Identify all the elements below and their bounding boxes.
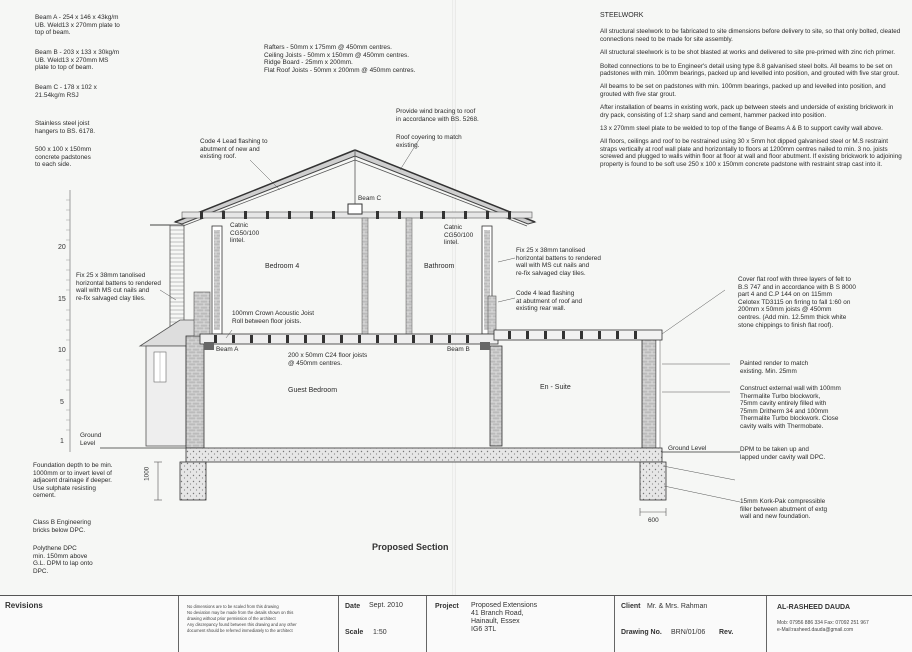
scale-tick-1: 1: [60, 438, 64, 445]
label-en-suite: En - Suite: [540, 384, 571, 391]
label-beam-c: Beam C: [358, 195, 382, 202]
revision-label: Rev.: [719, 629, 734, 636]
firm-cell: [766, 596, 912, 652]
note-lead-flashing-new: Code 4 Lead flashing to abutment of new and existing roof.: [200, 138, 268, 161]
scale-label: Scale: [345, 629, 364, 636]
revisions-label: Revisions: [5, 601, 43, 610]
steelwork-paragraph: All structural steelwork is to be shot blasted at works and delivered to site pre-primed with zinc rich primer.: [600, 49, 896, 57]
steelwork-heading: STEELWORK: [600, 12, 644, 19]
disclaimer-text: No dimensions are to be scaled from this drawing No deviation may be made from the details shown on this drawing without prior permission of the architect Any discrepancy found between this drawing and any other document should be referred immediately to the architect: [187, 604, 297, 633]
note-foundation: Foundation depth to be min. 1000mm or to invert level of adjacent drainage if deeper. Use sulphate resisting cement.: [33, 462, 113, 500]
label-beam-b: Beam B: [447, 346, 470, 353]
note-flat-roof: Cover flat roof with three layers of felt to B.S 747 and in accordance with B S 8000 part 4 and C.P 144 on on 115mm Celotex TD3115 on firring to fall 1:60 on 200mm x 50mm joists @ 450mm centres. (Add min. 12.5mm thick white stone chippings to finish flat roof).: [738, 276, 856, 329]
note-painted-render: Painted render to match existing. Min. 25mm: [740, 360, 809, 375]
steelwork-paragraph: 13 x 270mm steel plate to be welded to top of the flange of Beams A & B to support cavity wall above.: [600, 125, 883, 133]
disclaimer-cell: [178, 596, 338, 652]
date-scale-cell: [338, 596, 426, 652]
drawing-number-label: Drawing No.: [621, 629, 662, 636]
firm-contact: Mob: 07956 886 334 Fax: 07092 251 967 e-Mail:rasheed.dauda@gmail.com: [777, 620, 869, 633]
label-bedroom-4: Bedroom 4: [265, 263, 300, 270]
label-catnic-lintel-right: Catnic CG50/100 lintel.: [444, 224, 474, 247]
dimension-1000: 1000: [143, 466, 151, 481]
client-value: Mr. & Mrs. Rahman: [647, 603, 708, 610]
project-cell: [426, 596, 614, 652]
note-wind-bracing: Provide wind bracing to roof in accordance with BS. 5268.: [396, 108, 479, 123]
note-battens-right: Fix 25 x 38mm tanolised horizontal battens to rendered wall with MS cut nails and re-fix salvaged clay tiles.: [516, 247, 601, 277]
note-lead-flashing-rear: Code 4 lead flashing at abutment of roof and existing rear wall.: [516, 290, 583, 313]
scale-tick-20: 20: [58, 244, 66, 251]
height-scale-bar: [66, 190, 70, 452]
label-guest-bedroom: Guest Bedroom: [288, 387, 338, 394]
note-beam-a: Beam A - 254 x 146 x 43kg/m UB. Weld13 x 270mm plate to top of beam.: [35, 14, 120, 37]
pitched-roof: [175, 150, 535, 226]
note-roof-covering: Roof covering to match existing.: [396, 134, 462, 149]
steelwork-paragraph: All floors, ceilings and roof to be restrained using 30 x 5mm hot dipped galvanised steel or M.S restraint straps vertically at roof wall plate and horizontally to floors at 1200mm centres nailed to min. 3 no. joists screwed and plugged to walls within floor at floor at wall and floor abutment. If existing brickwork to adjoining property is found to be soft use 250 x 100 x 150mm concrete padstone with restraint strap cast into it.: [600, 138, 902, 168]
note-joist-hangers: Stainless steel joist hangers to BS. 6178.: [35, 120, 96, 135]
scale-value: 1:50: [373, 629, 387, 636]
steelwork-paragraph: After installation of beams in existing work, pack up between steels and underside of existing brickwork in dry pack, consisting of 1:2 sharp sand and cement, hammer packed into position.: [600, 104, 894, 119]
firm-name: AL-RASHEED DAUDA: [777, 604, 851, 611]
note-padstones: 500 x 100 x 150mm concrete padstones to each side.: [35, 146, 92, 169]
project-label: Project: [435, 603, 459, 610]
date-value: Sept. 2010: [369, 602, 403, 609]
label-ground-level-left: Ground Level: [80, 432, 102, 447]
flat-roof: [494, 330, 662, 340]
ground-floor-slab: [100, 448, 740, 516]
drawing-title: Proposed Section: [372, 542, 449, 552]
steelwork-notes: [600, 12, 902, 174]
label-beam-a: Beam A: [216, 346, 239, 353]
note-floor-joists: 200 x 50mm C24 floor joists @ 450mm centres.: [288, 352, 368, 367]
note-rafters: Rafters - 50mm x 175mm @ 450mm centres. Ceiling Joists - 50mm x 150mm @ 450mm centres. Ridge Board - 25mm x 200mm. Flat Roof Joists - 50mm x 200mm @ 450mm centres.: [264, 44, 416, 74]
label-catnic-lintel-left: Catnic CG50/100 lintel.: [230, 222, 260, 245]
client-cell: [614, 596, 766, 652]
note-acoustic-joist: 100mm Crown Acoustic Joist Roll between floor joists.: [232, 310, 315, 325]
note-engineering-bricks: Class B Engineering bricks below DPC.: [33, 519, 91, 534]
label-ground-level-right: Ground Level: [668, 445, 707, 452]
note-kork-pak: 15mm Kork-Pak compressible filler between abutment of extg wall and new foundation.: [740, 498, 828, 521]
date-label: Date: [345, 603, 361, 610]
note-beam-c: Beam C - 178 x 102 x 21.54kg/m RSJ: [35, 84, 97, 99]
note-dpc: Polythene DPC min. 150mm above G.L. DPM to lap onto DPC.: [33, 545, 93, 575]
steelwork-paragraph: All structural steelwork to be fabricated to site dimensions before delivery to site, so that only bolted, cleated connections need to be made for site assembly.: [600, 28, 901, 43]
drawing-number-value: BRN/01/06: [671, 629, 706, 636]
steelwork-paragraph: Bolted connections to be to Engineer's detail using type 8.8 galvanised steel bolts. All beams to be set on padstones with min. 100mm bearings, packed up and levelled into position, and grouted with five star grout.: [600, 62, 900, 78]
note-beam-b: Beam B - 203 x 133 x 30kg/m UB. Weld13 x 270mm MS plate to top of beam.: [35, 49, 120, 72]
note-external-wall: Construct external wall with 100mm Thermalite Turbo blockwork, 75mm cavity entirely filled with 75mm Dritherm 34 and 100mm Thermalite Turbo blockwork. Close cavity walls with Thermobate.: [740, 385, 841, 430]
note-battens-left: Fix 25 x 38mm tanolised horizontal battens to rendered wall with MS cut nails and re-fix salvaged clay tiles.: [76, 272, 161, 302]
scale-tick-15: 15: [58, 296, 66, 303]
note-dpm: DPM to be taken up and lapped under cavity wall DPC.: [740, 446, 826, 461]
steelwork-paragraph: All beams to be set on padstones with min. 100mm bearings, packed up and levelled into position, and grouted with five star grout.: [600, 83, 886, 98]
title-block: [0, 595, 912, 652]
client-label: Client: [621, 603, 641, 610]
dimension-600: 600: [648, 517, 659, 524]
project-value: Proposed Extensions 41 Branch Road, Hainault, Essex IG6 3TL: [471, 602, 538, 633]
label-bathroom: Bathroom: [424, 263, 455, 270]
scale-tick-5: 5: [60, 399, 64, 406]
scale-tick-10: 10: [58, 347, 66, 354]
